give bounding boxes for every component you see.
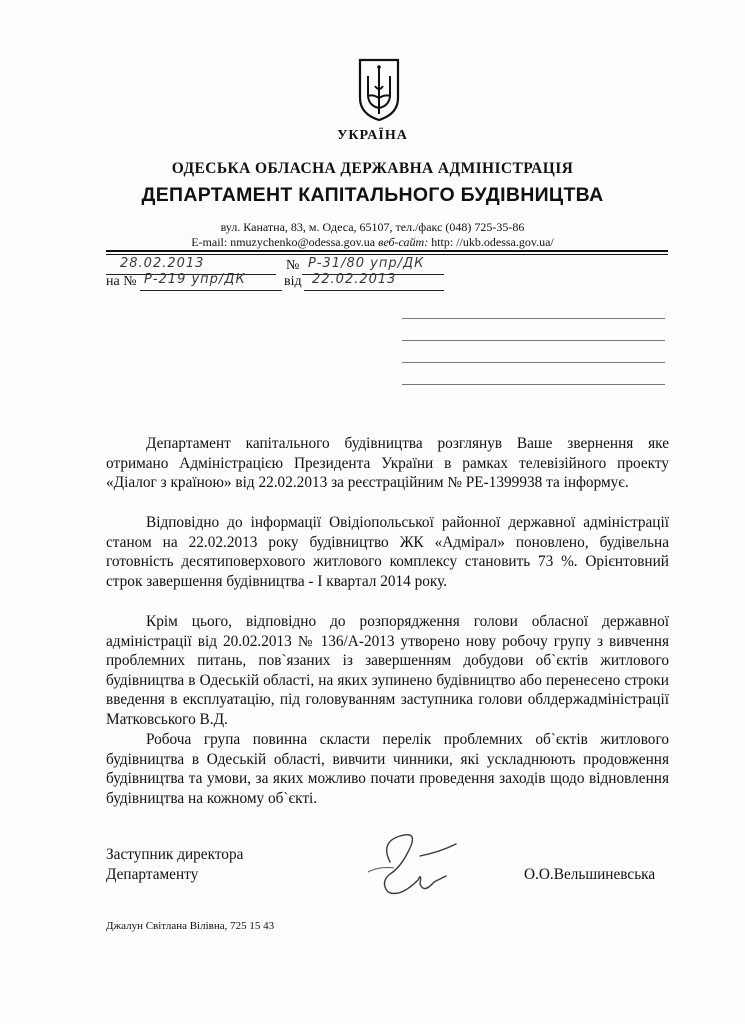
outgoing-number: Р-31/80 упр/ДК [308,256,425,271]
contacts-line [0,235,745,250]
addressee-line [402,362,665,363]
reply-date-field [304,272,444,291]
department-title: ДЕПАРТАМЕНТ КАПІТАЛЬНОГО БУДІВНИЦТВА [141,184,604,206]
header-divider-thin [106,254,668,255]
website-address: http: //ukb.odessa.gov.ua/ [431,235,554,249]
body-paragraph: Крім цього, відповідно до розпорядження голови обласної державної адміністрації від 20.02.2013 № 136/А-2013 утворено нову робочу групу з вивчення проблемних питань, пов`язаних із завершенням добудови об`єктів житлового будівництва в Одеській області, на яких зупинено будівництво або перенесено строки введення в експлуатацію, під головуванням заступника голови облдержадміністрації Матковського В.Д. [106,613,669,728]
header-divider-thick [106,250,668,252]
address-line: вул. Канатна, 83, м. Одеса, 65107, тел./факс (048) 725-35-86 [220,220,525,234]
website-label: веб-сайт: [378,235,429,249]
reply-date: 22.02.2013 [312,272,397,287]
email-label: E-mail: [191,235,228,249]
addressee-line [402,318,665,319]
handwritten-signature [360,822,470,902]
administration-title: ОДЕСЬКА ОБЛАСНА ДЕРЖАВНА АДМІНІСТРАЦІЯ [171,160,574,177]
executor-info: Джалун Світлана Вілівна, 725 15 43 [106,920,275,932]
reply-date-label: від [284,274,302,289]
addressee-line [402,340,665,341]
signer-name: О.О.Вельшиневська [524,866,656,883]
outgoing-number-label: № [286,258,300,273]
country-title: УКРАЇНА [337,128,408,143]
signer-position-line1: Заступник директора [106,846,244,863]
reply-number: Р-219 упр/ДК [144,272,246,287]
reply-number-label: на № [106,274,137,289]
body-paragraph: Департамент капітального будівництва розглянув Ваше звернення яке отримано Адміністрацією Президента України в рамках телевізійного проекту «Діалог з країною» від 22.02.2013 за реєстраційним № РЕ-1399938 та інформує. [106,435,669,491]
body-paragraph: Відповідно до інформації Овідіопольської районної державної адміністрації станом на 22.02.2013 року будівництво ЖК «Адмірал» поновлено, будівельна готовність десятиповерхового житлового комплексу становить 73 %. Орієнтовний строк завершення будівництва - І квартал 2014 року. [106,514,669,590]
body-paragraph: Робоча група повинна скласти перелік проблемних об`єктів житлового будівництва в Одеській області, вивчити чинники, які ускладнюють продовження будівництва та умови, за яких можливо почати проведення заходів щодо відновлення будівництва на кожному об`єкті. [106,731,669,807]
reply-number-field [140,272,282,291]
signer-position-line2: Департаменту [106,866,199,883]
email-address: nmuzychenko@odessa.gov.ua [230,235,376,249]
addressee-line [402,384,665,385]
outgoing-date: 28.02.2013 [120,256,205,271]
coat-of-arms-icon [357,58,401,122]
